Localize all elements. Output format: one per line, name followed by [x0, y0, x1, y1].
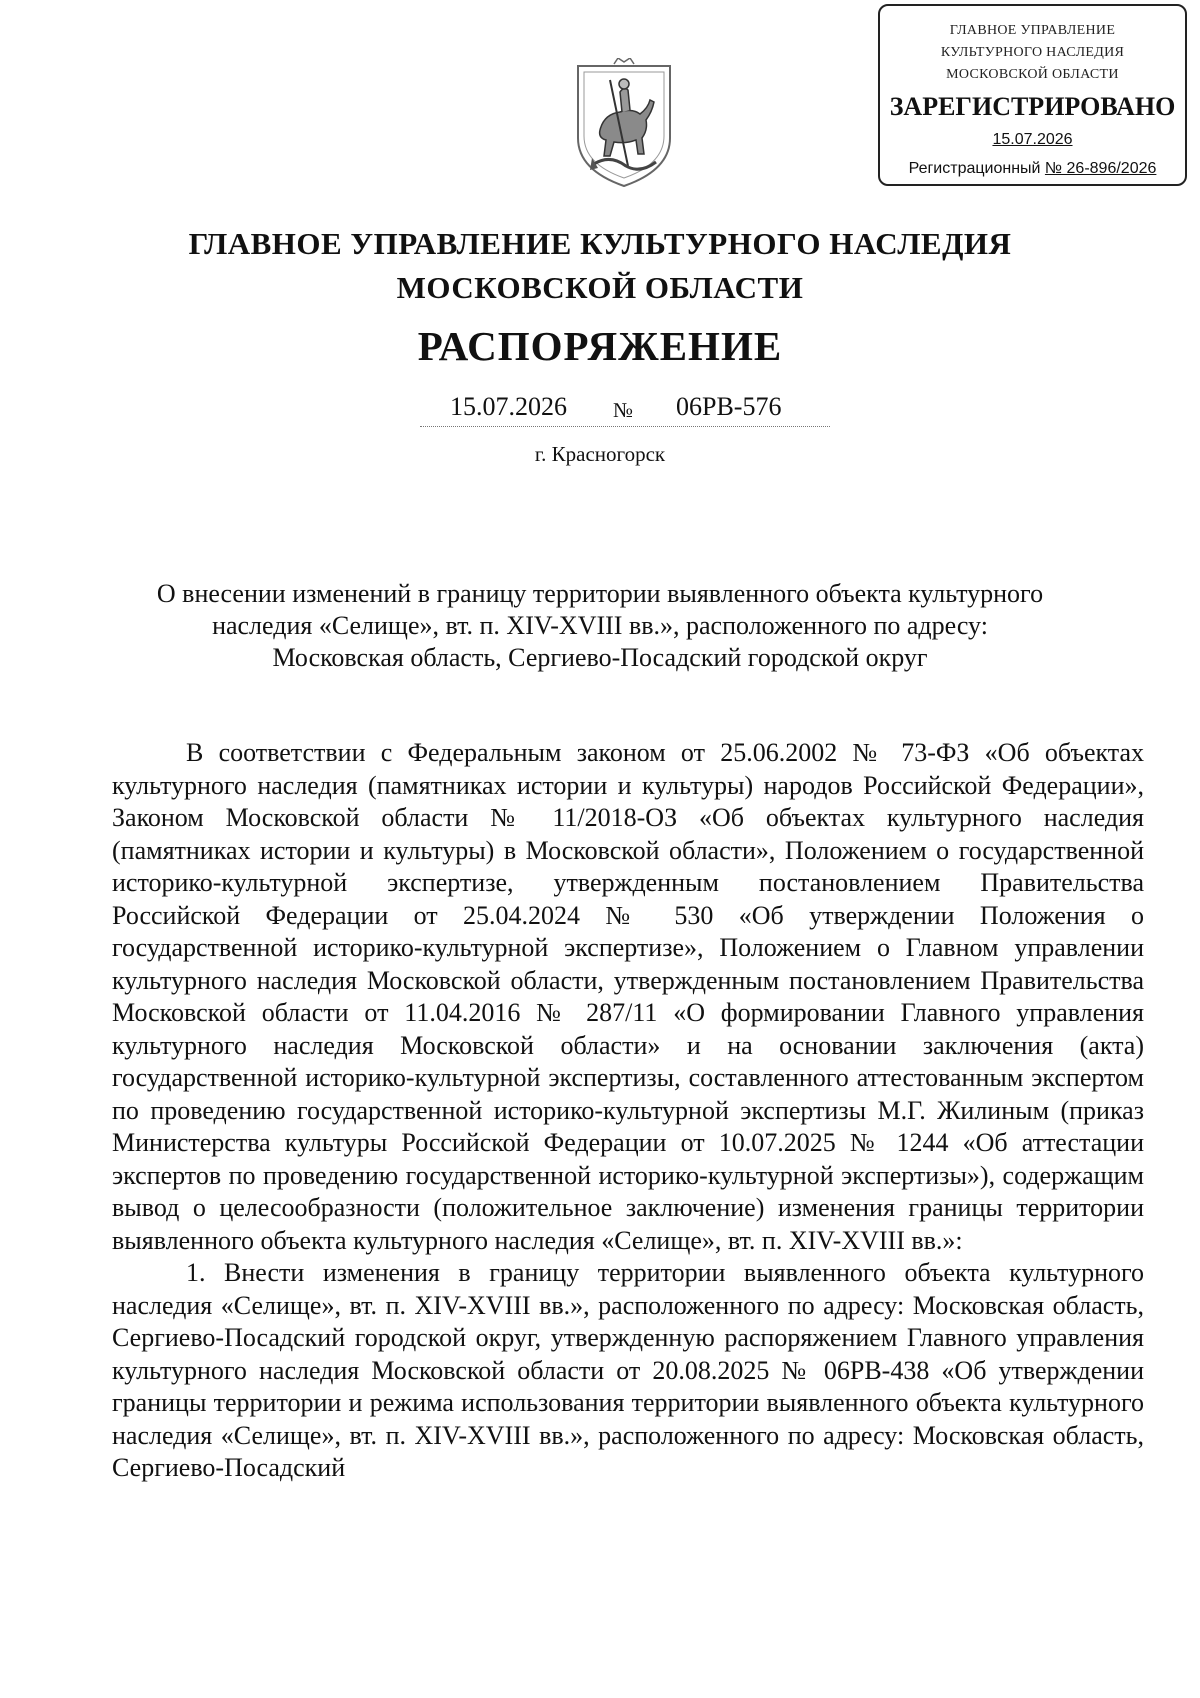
stamp-org-line: МОСКОВСКОЙ ОБЛАСТИ — [946, 67, 1119, 82]
authority-line: МОСКОВСКОЙ ОБЛАСТИ — [396, 270, 804, 305]
body-paragraph: 1. Внести изменения в границу территории выявленного объекта культурного наследия «Селище», вт. п. XIV-XVIII вв.», расположенного по адресу: Московская область, Сергиево-Посадский городской округ, утвержденную распоряжением Главного управления культурного наследия Московской области от 20.08.2025 № 06РВ-438 «Об утверждении границы территории и режима использования территории выявленного объекта культурного наследия «Селище», вт. п. XIV-XVIII вв.», расположенного по адресу: Московская область, Сергиево-Посадский — [112, 1258, 1144, 1482]
document-date: 15.07.2026 — [450, 392, 567, 421]
document-subject — [100, 578, 1100, 674]
subject-line: Московская область, Сергиево-Посадский городской округ — [272, 643, 928, 672]
stamp-org-line: КУЛЬТУРНОГО НАСЛЕДИЯ — [940, 45, 1125, 60]
subject-line: О внесении изменений в границу территории выявленного объекта культурного — [156, 579, 1044, 608]
document-type: РАСПОРЯЖЕНИЕ — [417, 323, 783, 369]
stamp-date: 15.07.2026 — [992, 131, 1073, 148]
issuing-authority — [0, 222, 1200, 310]
stamp-number-label: Регистрационный — [908, 160, 1041, 177]
document-body — [112, 737, 1144, 1485]
stamp-organization — [880, 20, 1185, 86]
stamp-number-value: № 26-896/2026 — [1044, 160, 1157, 177]
stamp-title: ЗАРЕГИСТРИРОВАНО — [889, 92, 1176, 121]
moscow-oblast-coat-of-arms-icon — [570, 58, 678, 190]
body-paragraph: В соответствии с Федеральным законом от 25.06.2002 № 73-ФЗ «Об объектах культурного наследия (памятниках истории и культуры) народов Российской Федерации», Законом Московской области № 11/2018-ОЗ «Об объектах культурного наследия (памятниках истории и культуры) в Московской области», Положением о государственной историко-культурной экспертизе, утвержденным постановлением Правительства Российской Федерации от 25.04.2024 № 530 «Об утверждении Положения о государственной историко-культурной экспертизе», Положением о Главном управлении культурного наследия Московской области, утвержденным постановлением Правительства Московской области от 11.04.2016 № 287/11 «О формировании Главного управления культурного наследия Московской области» и на основании заключения (акта) государственной историко-культурной экспертизы, составленного аттестованным экспертом по проведению государственной историко-культурной экспертизы М.Г. Жилиным (приказ Министерства культуры Российской Федерации от 10.07.2025 № 1244 «Об аттестации экспертов по проведению государственной историко-культурной экспертизы»), содержащим вывод о целесообразности (положительное заключение) изменения границы территории выявленного объекта культурного наследия «Селище», вт. п. XIV-XVIII вв.»: — [112, 738, 1144, 1255]
number-sign: № — [613, 398, 634, 422]
registration-stamp — [878, 4, 1187, 186]
subject-line: наследия «Селище», вт. п. XIV-XVIII вв.», расположенного по адресу: — [212, 611, 988, 640]
document-date-number — [420, 392, 830, 427]
document-city: г. Красногорск — [534, 442, 666, 466]
stamp-registration-number — [880, 160, 1185, 178]
document-number: 06РВ-576 — [676, 392, 782, 421]
authority-line: ГЛАВНОЕ УПРАВЛЕНИЕ КУЛЬТУРНОГО НАСЛЕДИЯ — [188, 226, 1012, 261]
stamp-org-line: ГЛАВНОЕ УПРАВЛЕНИЕ — [949, 23, 1116, 38]
